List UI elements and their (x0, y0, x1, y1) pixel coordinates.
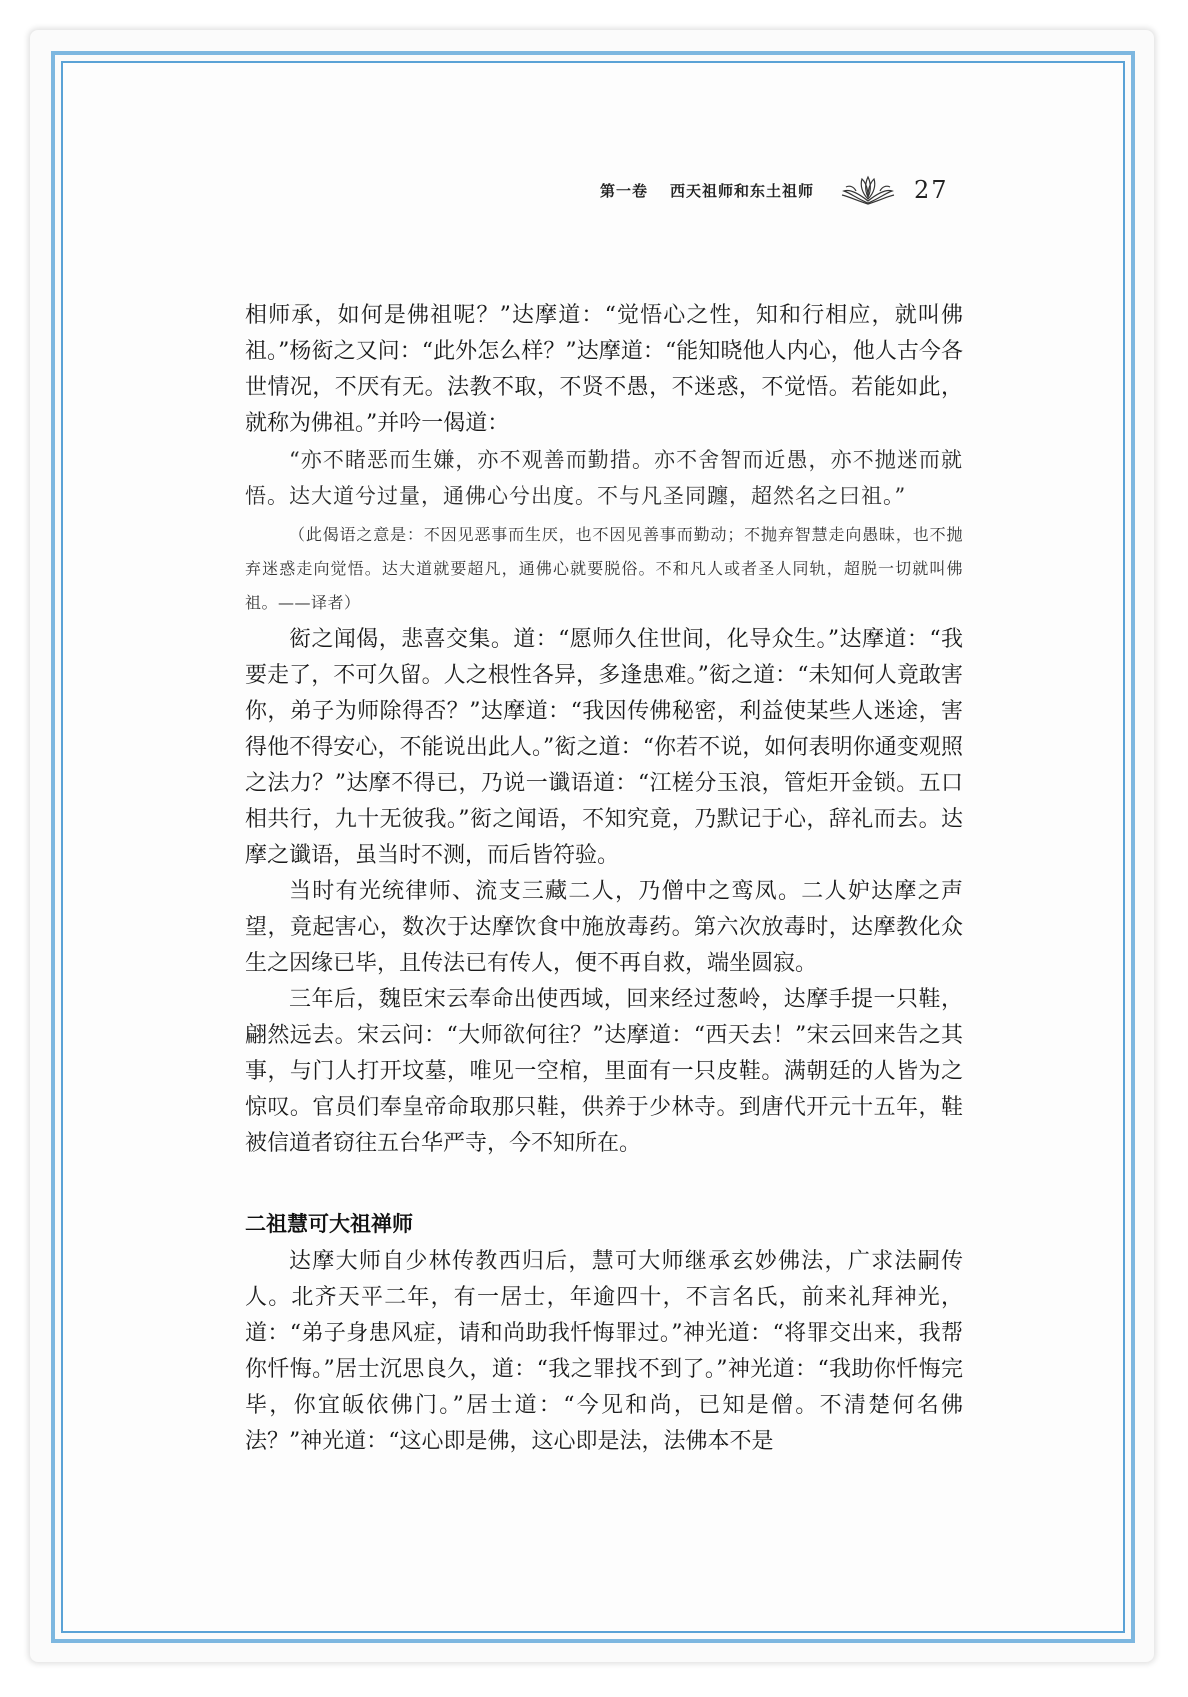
paragraph-5: 达摩大师自少林传教西归后，慧可大师继承玄妙佛法，广求法嗣传人。北齐天平二年，有一居士，年逾四十，不言名氏，前来礼拜神光，道：“弟子身患风症，请和尚助我忏悔罪过。”神光道：“将罪交出来，我帮你忏悔。”居士沉思良久，道：“我之罪找不到了。”神光道：“我助你忏悔完毕，你宜皈依佛门。”居士道：“今见和尚，已知是僧。不清楚何名佛法？”神光道：“这心即是佛，这心即是法，法佛本不是 (245, 1249, 963, 1454)
paragraph-2: 衒之闻偈，悲喜交集。道：“愿师久住世间，化导众生。”达摩道：“我要走了，不可久留。人之根性各异，多逢患难。”衒之道：“未知何人竟敢害你，弟子为师除得否？”达摩道：“我因传佛秘密，利益使某些人迷途，害得他不得安心，不能说出此人。”衒之道：“你若不说，如何表明你通变观照之法力？”达摩不得已，乃说一谶语道：“江槎分玉浪，管炬开金锁。五口相共行，九十无彼我。”衒之闻语，不知究竟，乃默记于心，辞礼而去。达摩之谶语，虽当时不测，而后皆符验。 (245, 627, 963, 868)
paragraph-3: 当时有光统律师、流支三藏二人，乃僧中之鸾凤。二人妒达摩之声望，竟起害心，数次于达摩饮食中施放毒药。第六次放毒时，达摩教化众生之因缘已毕，且传法已有传人，便不再自救，端坐圆寂。 (245, 879, 963, 976)
paragraph-4: 三年后，魏臣宋云奉命出使西域，回来经过葱岭，达摩手提一只鞋，翩然远去。宋云问：“大师欲何往？”达摩道：“西天去！”宋云回来告之其事，与门人打开坟墓，唯见一空棺，里面有一只皮鞋。满朝廷的人皆为之惊叹。官员们奉皇帝命取那只鞋，供养于少林寺。到唐代开元十五年，鞋被信道者窃往五台华严寺，今不知所在。 (245, 987, 963, 1156)
section-title: 二祖慧可大祖禅师 (245, 1212, 413, 1236)
chapter-title: 西天祖师和东土祖师 (670, 181, 815, 200)
page-number: 27 (914, 176, 949, 204)
lotus-icon (836, 173, 900, 207)
verse-gatha: “亦不睹恶而生嫌，亦不观善而勤措。亦不舍智而近愚，亦不抛迷而就悟。达大道兮过量，通佛心兮出度。不与凡圣同躔，超然名之曰祖。” (245, 448, 963, 508)
running-head (600, 170, 1020, 210)
paragraph-1: 相师承，如何是佛祖呢？”达摩道：“觉悟心之性，知和行相应，就叫佛祖。”杨衒之又问：“此外怎么样？”达摩道：“能知晓他人内心，他人古今各世情况，不厌有无。法教不取，不贤不愚，不迷惑，不觉悟。若能如此，就称为佛祖。”并吟一偈道： (245, 303, 963, 436)
volume-label: 第一卷 (600, 181, 649, 200)
body-text (245, 298, 963, 1460)
translator-note: （此偈语之意是：不因见恶事而生厌，也不因见善事而勤动；不抛弃智慧走向愚昧，也不抛弃迷惑走向觉悟。达大道就要超凡，通佛心就要脱俗。不和凡人或者圣人同轨，超脱一切就叫佛祖。——译者） (245, 525, 963, 612)
